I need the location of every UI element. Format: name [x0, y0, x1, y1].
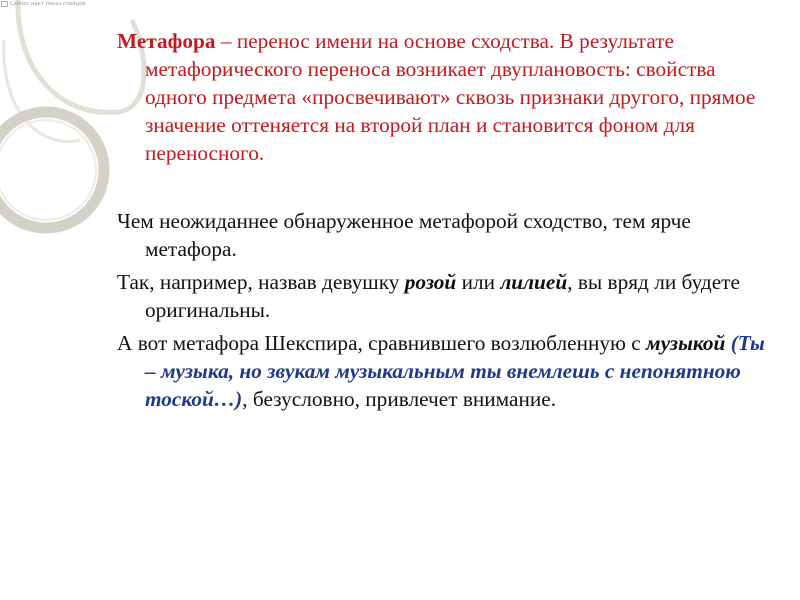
decorative-ring-large-inner — [0, 120, 96, 220]
example-word-lily: лилией — [500, 270, 568, 294]
slideshow-status-label: Сейчас идет показ слайдов — [10, 1, 86, 7]
paragraph-contrast-text: Чем неожиданнее обнаруженное метафорой сходство, тем ярче метафора. — [117, 209, 691, 261]
paragraph-example-pre: Так, например, назвав девушку — [117, 270, 405, 294]
paragraph-shakespeare-pre: А вот метафора Шекспира, сравнившего возлюбленную с — [117, 331, 647, 355]
paragraph-example-post: , вы вряд ли будете оригинальны. — [145, 270, 740, 322]
slide-body — [117, 27, 767, 413]
paragraph-shakespeare-post: , безусловно, привлечет внимание. — [242, 387, 557, 411]
paragraph-shakespeare — [117, 329, 767, 413]
example-word-rose: розой — [404, 270, 457, 294]
shakespeare-word-music: музыкой — [646, 331, 726, 355]
definition-term: Метафора — [117, 29, 216, 53]
shakespeare-quote: (Ты – музыка, но звукам музыкальным ты внемлешь с непонятною тоской…) — [145, 331, 765, 411]
slideshow-status-bar — [0, 0, 108, 16]
definition-text: – перенос имени на основе сходства. В результате метафорического переноса возникает двуплановость: свойства одного предмета «просвечивают» сквозь признаки другого, прямое значение оттеняется на второй план и становится фоном для переносного. — [145, 29, 756, 165]
definition-paragraph — [117, 27, 767, 167]
slideshow-icon — [1, 1, 9, 9]
paragraph-example-mid: или — [456, 270, 501, 294]
paragraph-contrast — [117, 207, 767, 263]
paragraph-example — [117, 268, 767, 324]
